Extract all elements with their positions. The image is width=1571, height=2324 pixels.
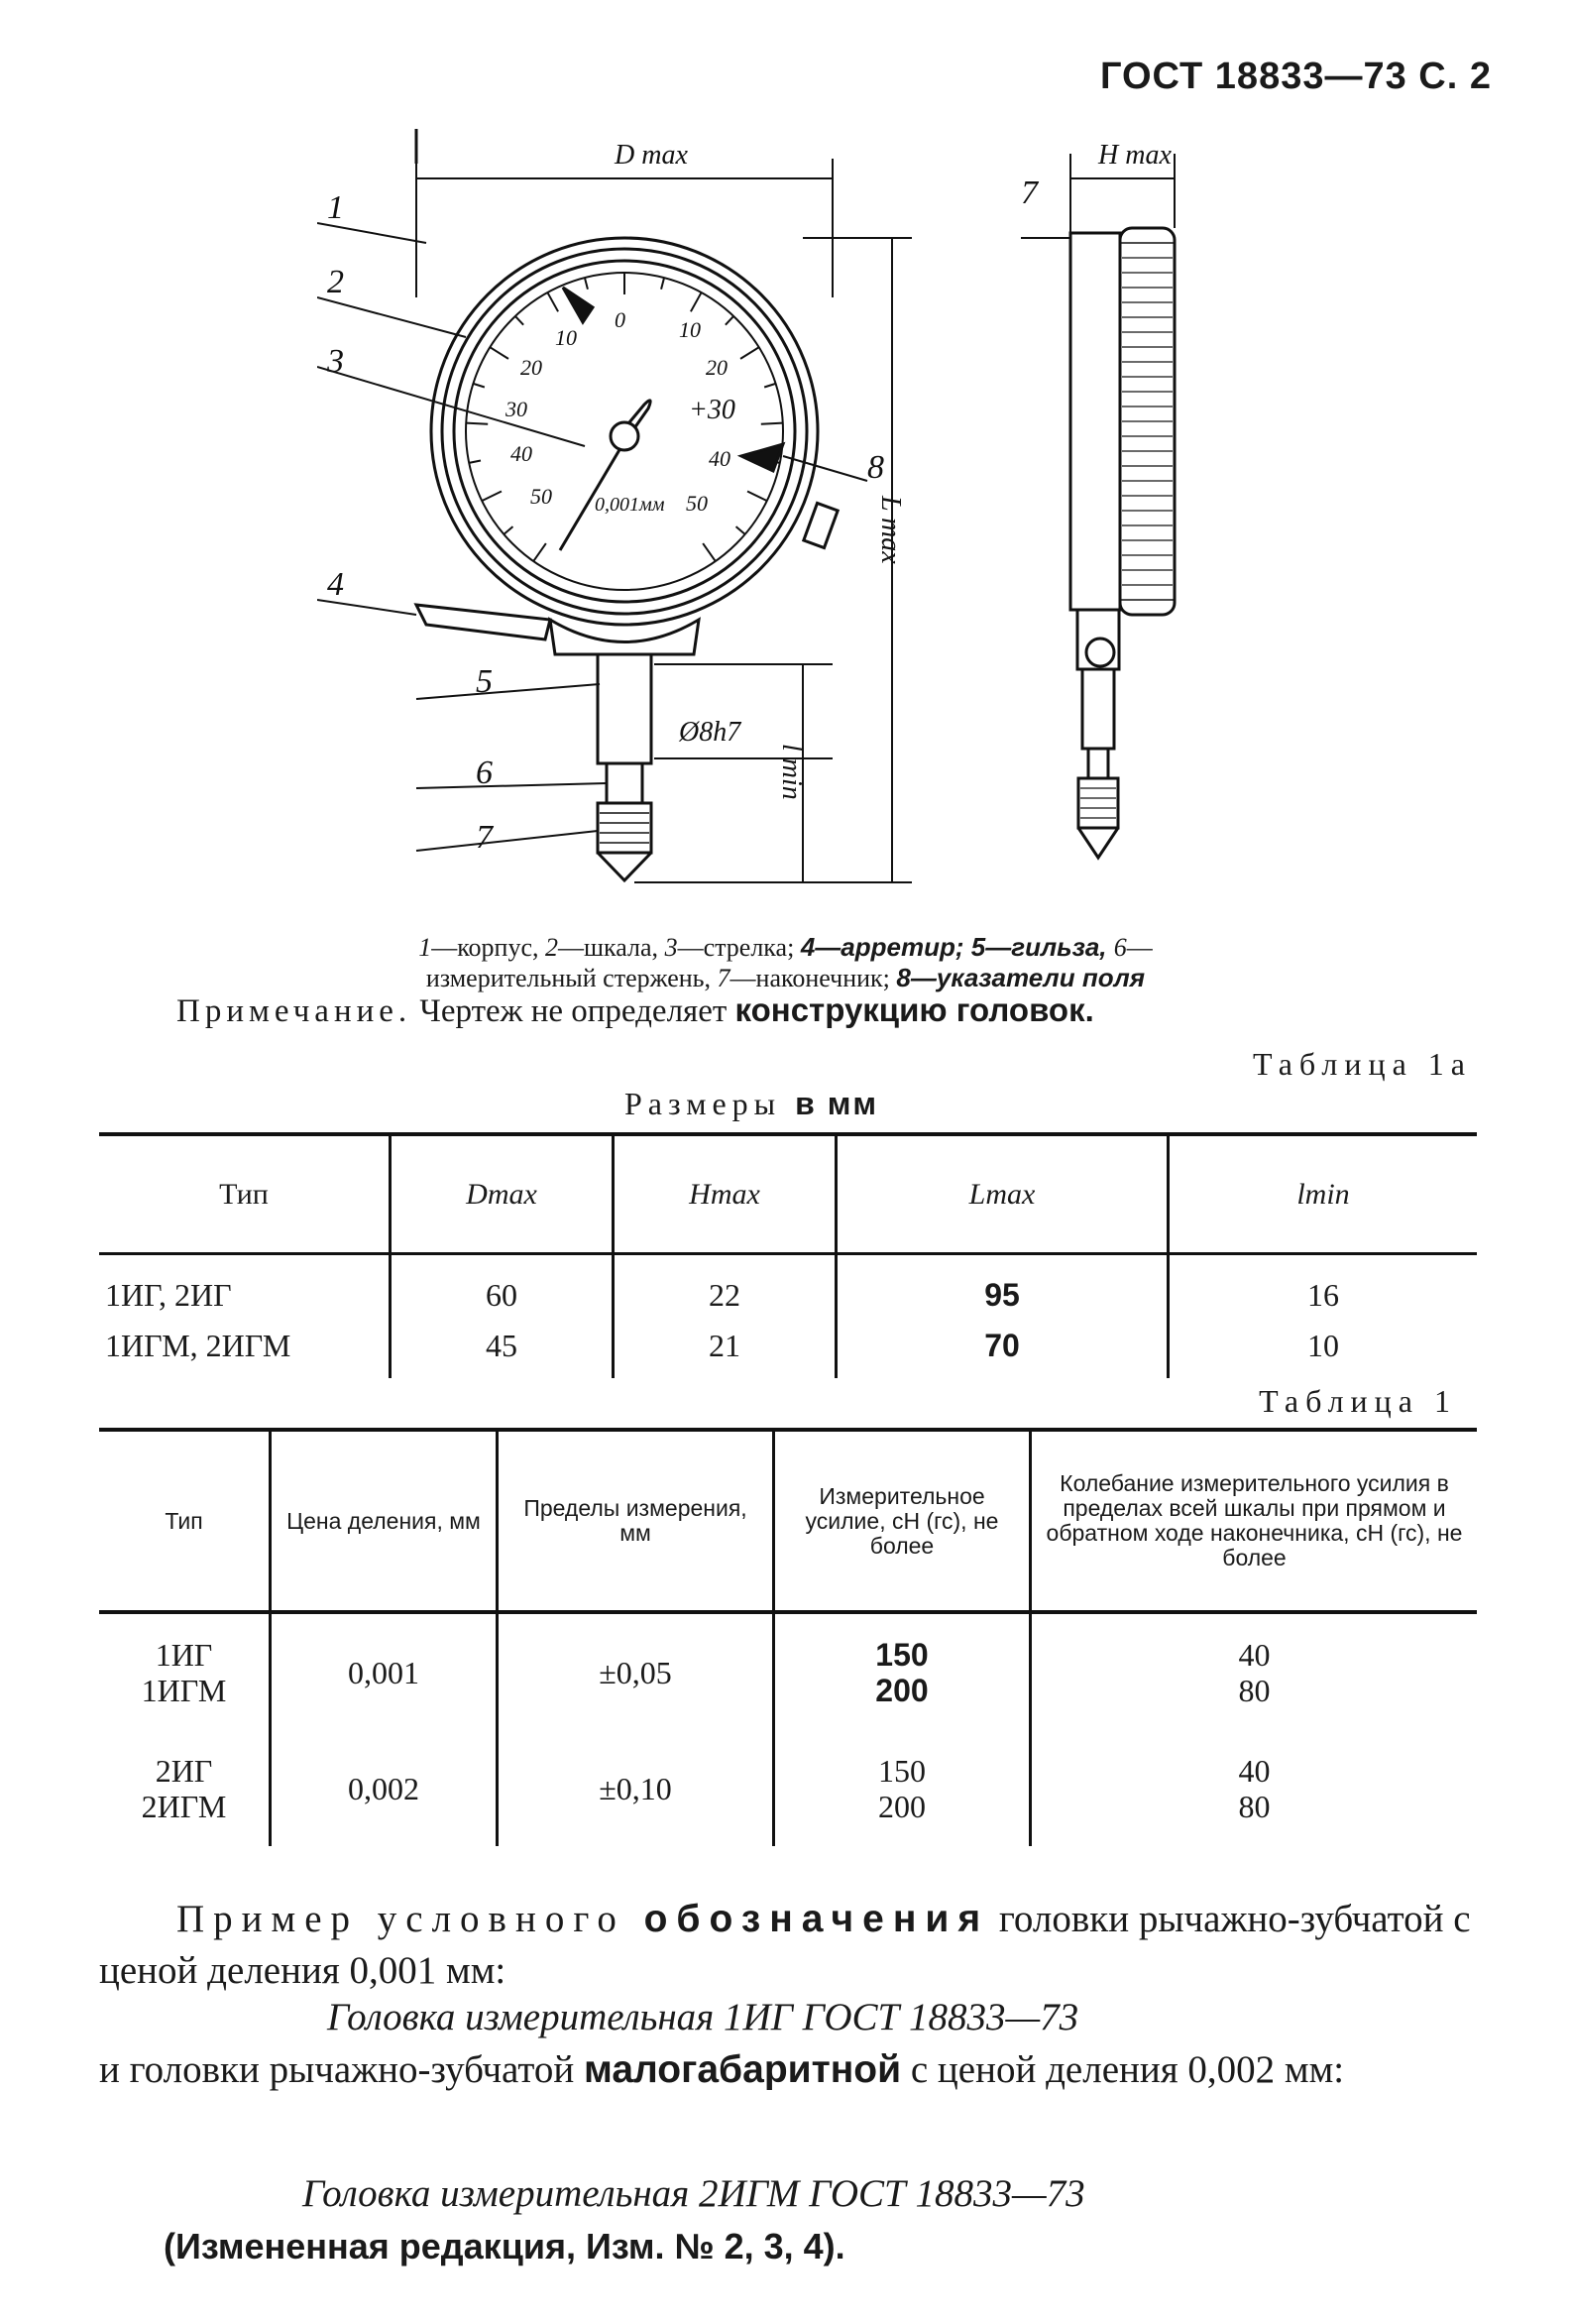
scale-right-20: 20 <box>706 355 728 380</box>
dial-tick <box>703 543 716 561</box>
t1-cell-force: 150 200 <box>774 1612 1031 1730</box>
amendment-note: (Измененная редакция, Изм. № 2, 3, 4). <box>164 2226 845 2266</box>
page-header: ГОСТ 18833—73 С. 2 <box>1099 56 1492 97</box>
caption-line-1: 1—корпус, 2—шкала, 3—стрелка; 4—арретир; 5—гильза, 6— <box>418 932 1153 962</box>
dial-tick <box>482 491 502 501</box>
table-row <box>99 1254 1477 1329</box>
callout-3: 3 <box>327 343 344 380</box>
callout-8: 8 <box>867 449 884 486</box>
t1a-cell: 10 <box>1169 1328 1478 1378</box>
table1a-subtitle: Размеры в мм <box>624 1086 879 1121</box>
callout-7: 7 <box>476 819 493 856</box>
scale-left-50: 50 <box>530 484 552 509</box>
dim-l-label: L max <box>875 496 906 564</box>
callout-6: 6 <box>476 755 493 791</box>
t1-col-range: Пределы измерения, мм <box>498 1430 774 1612</box>
scale-right-50: 50 <box>686 491 708 516</box>
dial-tick <box>726 316 733 325</box>
example-second: и головки рычажно-зубчатой малогабаритной с ценой деления 0,002 мм: <box>99 2048 1345 2091</box>
scale-unit-label: 0,001мм <box>595 494 665 516</box>
scale-right-40: 40 <box>709 446 730 471</box>
t1-cell-division: 0,001 <box>271 1612 498 1730</box>
table-row <box>99 1612 1477 1730</box>
callout-5: 5 <box>476 663 493 700</box>
dial-tick <box>691 292 702 311</box>
callout-4: 4 <box>327 566 344 603</box>
table-row <box>99 1328 1477 1378</box>
dial-tick <box>504 526 512 534</box>
callout-1: 1 <box>327 189 344 226</box>
t1a-cell: 45 <box>391 1328 614 1378</box>
caption-line-2: измерительный стержень, 7—наконечник; 8—указатели поля <box>425 963 1146 992</box>
t1a-col-lmin: lmin <box>1169 1134 1478 1254</box>
dial-tick <box>515 316 523 325</box>
designation-2: Головка измерительная 2ИГМ ГОСТ 18833—73 <box>302 2172 1085 2215</box>
dial-tick <box>740 347 759 359</box>
t1a-cell: 22 <box>614 1254 837 1329</box>
table1a-caption: Таблица 1а <box>1252 1046 1472 1082</box>
indicator-drawing <box>317 129 1269 912</box>
dial-tick <box>490 347 508 359</box>
dial-tick <box>764 384 775 388</box>
designation-1: Головка измерительная 1ИГ ГОСТ 18833—73 <box>327 1996 1079 2038</box>
dim-lmin-label: l min <box>776 744 807 800</box>
dial-tick <box>747 491 767 501</box>
scale-zero: 0 <box>615 307 625 332</box>
t1-col-division: Цена деления, мм <box>271 1430 498 1612</box>
t1-col-type: Тип <box>99 1430 271 1612</box>
t1a-col-dmax: Dmax <box>391 1134 614 1254</box>
t1a-cell: 60 <box>391 1254 614 1329</box>
callout-2: 2 <box>327 264 344 300</box>
table1-caption: Таблица 1 <box>1259 1383 1457 1419</box>
t1-cell-range: ±0,05 <box>498 1612 774 1730</box>
t1-cell-variation: 40 80 <box>1031 1612 1478 1730</box>
t1a-cell: 1ИГ, 2ИГ <box>105 1277 232 1313</box>
dial-tick <box>761 423 783 424</box>
t1-col-variation: Колебание измерительного усилия в пределах всей шкалы при прямом и обратном ходе наконечника, сН (гс), не более <box>1031 1430 1478 1612</box>
t1-cell-types: 1ИГ 1ИГМ <box>141 1636 227 1708</box>
t1-col-force: Измерительное усилие, сН (гс), не более <box>774 1430 1031 1612</box>
t1a-cell: 70 <box>837 1328 1169 1378</box>
t1-cell-types: 2ИГ 2ИГМ <box>141 1752 227 1824</box>
scale-right-10: 10 <box>679 317 701 342</box>
t1-cell-division: 0,002 <box>271 1730 498 1846</box>
scale-left-10: 10 <box>555 325 577 350</box>
dial-tick <box>533 543 546 561</box>
dial-tick <box>473 384 484 388</box>
shaft-dia-label: Ø8h7 <box>679 717 741 748</box>
dial-tick <box>661 278 664 290</box>
figure-caption <box>0 932 1571 993</box>
dial-tick <box>736 526 745 534</box>
dial-tick <box>466 423 488 424</box>
t1-cell-range: ±0,10 <box>498 1730 774 1846</box>
scale-left-40: 40 <box>510 441 532 466</box>
side-callout-7: 7 <box>1021 174 1038 211</box>
t1a-cell: 95 <box>837 1254 1169 1329</box>
table-1 <box>99 1428 1477 1846</box>
t1a-col-hmax: Hmax <box>614 1134 837 1254</box>
note: Примечание. Чертеж не определяет конструкцию головок. <box>176 991 1094 1029</box>
t1a-cell: 1ИГМ, 2ИГМ <box>105 1328 291 1363</box>
scale-right-30: +30 <box>689 395 735 425</box>
scale-left-20: 20 <box>520 355 542 380</box>
t1a-cell: 16 <box>1169 1254 1478 1329</box>
dim-h-label: H max <box>1098 140 1172 171</box>
t1-cell-force: 150 200 <box>774 1730 1031 1846</box>
dim-d-label: D max <box>615 140 688 171</box>
t1a-cell: 21 <box>614 1328 837 1378</box>
dial-tick <box>585 278 588 290</box>
example-intro: Пример условного обозначения головки рычажно-зубчатой с ценой деления 0,001 мм: <box>99 1898 1471 1992</box>
scale-left-30: 30 <box>505 397 527 421</box>
dial-tick <box>547 292 558 311</box>
t1-cell-variation: 40 80 <box>1031 1730 1478 1846</box>
t1a-col-type: Тип <box>99 1134 391 1254</box>
t1a-col-lmax: Lmax <box>837 1134 1169 1254</box>
table-1a <box>99 1132 1477 1378</box>
dial-tick <box>469 461 481 463</box>
table-row <box>99 1730 1477 1846</box>
